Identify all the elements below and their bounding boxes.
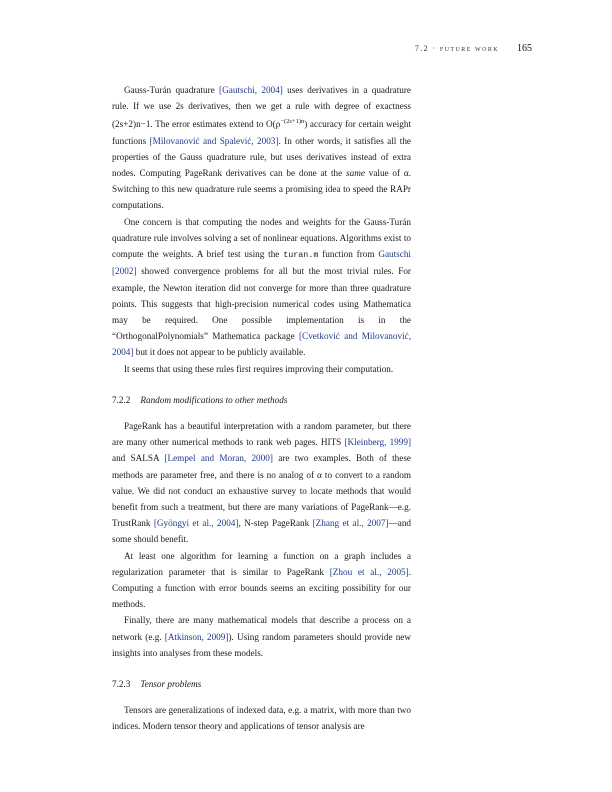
code-inline: turan.m [283, 250, 319, 261]
emphasis: same [346, 168, 365, 179]
citation-link[interactable]: [Gyöngyi et al., 2004] [153, 518, 239, 529]
text: Gauss-Turán quadrature [124, 85, 220, 95]
paragraph-models [112, 612, 411, 661]
section-title: Tensor problems [140, 678, 202, 689]
text: , N-step PageRank [238, 518, 313, 529]
citation-link[interactable]: Gautschi [2002] [112, 249, 411, 277]
text: ). Using random parameters should provide new insights into analyses from these models. [112, 631, 412, 658]
page-header [112, 43, 532, 54]
page-body [112, 82, 411, 735]
text: —and some should benefit. [112, 518, 412, 545]
paragraph-random-modifications [112, 418, 411, 548]
section-heading-7-2-2 [112, 392, 411, 408]
text: ) accuracy for certain weight functions [112, 119, 412, 146]
running-title: 7.2 · future work [414, 44, 499, 53]
citation-link[interactable]: [Milovanović and Spalević, 2003] [149, 135, 279, 146]
text: PageRank has a beautiful interpretation with a random parameter, but there are many other numerical methods to rank web pages. HITS [112, 420, 411, 448]
text: and SALSA [112, 453, 165, 464]
section-title: Random modifications to other methods [140, 394, 288, 405]
section-heading-7-2-3 [112, 676, 411, 692]
text: value of α. Switching to this new quadrature rule seems a promising idea to speed the RAPr computations. [112, 168, 411, 211]
text: but it does not appear to be publicly available. [133, 347, 306, 358]
text: Tensors are generalizations of indexed data, e.g. a matrix, with more than two indices. Modern tensor theory and applications of tensor analysis are [112, 705, 411, 732]
text: One concern is that computing the nodes and weights for the Gauss-Turán quadrature rule involves solving a set of nonlinear equations. Algorithms exist to compute the weights. A brief test using the [112, 216, 411, 260]
exponent: −(2s+1)n [280, 118, 305, 126]
text: It seems that using these rules first requires improving their computation. [124, 363, 394, 374]
citation-link[interactable]: [Cvetković and Milovanović, 2004] [112, 331, 411, 358]
text: . Computing a function with error bounds seems an exciting possibility for our methods. [112, 566, 411, 610]
text: Finally, there are many mathematical models that describe a process on a network (e.g. [112, 615, 411, 642]
text: . In other words, it satisfies all the properties of the Gauss quadrature rule, but uses derivatives instead of extra nodes. Computing PageRank derivatives can be done at the [112, 135, 411, 179]
section-number: 7.2.2 [112, 394, 131, 405]
text: uses derivatives in a quadrature rule. If we use 2s derivatives, then we get a rule with degree of exactness (2s+2)n−1. The error estimates extend to O(ρ [112, 85, 411, 130]
section-number: 7.2.3 [112, 678, 131, 689]
citation-link[interactable]: [Atkinson, 2009] [164, 631, 229, 642]
page-number: 165 [517, 43, 532, 54]
citation-link[interactable]: [Kleinberg, 1999] [344, 437, 411, 448]
text: showed convergence problems for all but the most trivial rules. For example, the Newton iteration did not converge for more than three quadrature points. This suggests that high-precision numerical codes using Mathematica may be required. One possible implementation is in the “OrthogonalPolynomials” Mathematica package [112, 266, 411, 342]
paragraph-regularization [112, 548, 411, 613]
paragraph-gauss-turan [112, 82, 411, 214]
citation-link[interactable]: [Zhang et al., 2007] [312, 518, 389, 529]
citation-link[interactable]: [Zhou et al., 2005] [329, 566, 409, 577]
text: are two examples. Both of these methods are parameter free, and there is no analog of α to convert to a random value. We did not conduct an exhaustive survey to locate methods that would benefit from such a treatment, but there are many variations of PageRank—e.g. TrustRank [112, 453, 411, 529]
citation-link[interactable]: [Lempel and Moran, 2000] [164, 453, 273, 464]
paragraph-tensors [112, 702, 411, 734]
text: function from [318, 249, 379, 260]
paragraph-nonlinear [112, 214, 411, 361]
paragraph-improving [112, 361, 411, 377]
citation-link[interactable]: [Gautschi, 2004] [219, 85, 283, 95]
text: At least one algorithm for learning a function on a graph includes a regularization parameter that is similar to PageRank [112, 550, 411, 577]
